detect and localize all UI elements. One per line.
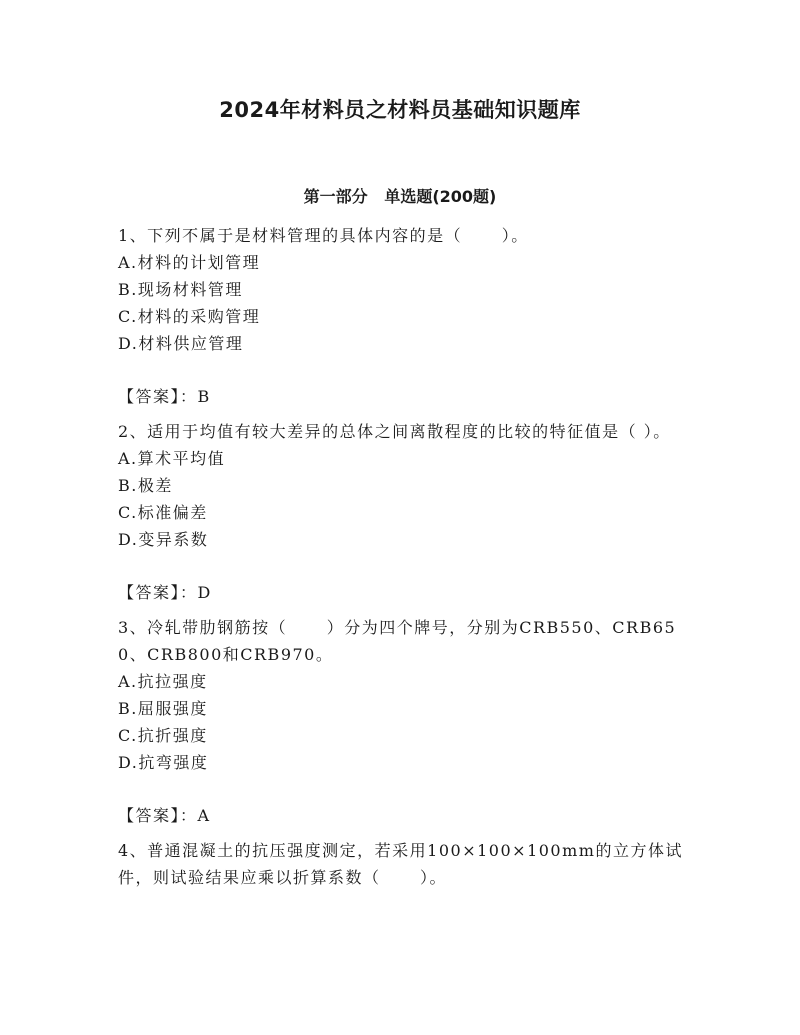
answer-label: 【答案】：: [118, 806, 198, 825]
option-d: D.抗弯强度: [118, 753, 209, 772]
section-title: 第一部分 单选题(200题): [303, 187, 497, 206]
answer-value: D: [197, 583, 212, 602]
option-d: D.变异系数: [118, 530, 209, 549]
option-c: C.标准偏差: [118, 503, 208, 522]
question-stem: 3、冷轧带肋钢筋按（ ）分为四个牌号，分别为CRB550、CRB650、CRB800和CRB970。: [118, 618, 677, 664]
question-1: [118, 222, 688, 410]
option-c: C.抗折强度: [118, 726, 208, 745]
question-list: [118, 222, 688, 899]
option-b: B.屈服强度: [118, 699, 208, 718]
question-2: [118, 418, 688, 606]
answer-line: [118, 579, 688, 606]
question-stem: 4、普通混凝土的抗压强度测定，若采用100×100×100mm的立方体试件，则试验结果应乘以折算系数（ ）。: [118, 841, 683, 887]
answer-value: A: [197, 806, 211, 825]
answer-label: 【答案】：: [118, 387, 198, 406]
answer-value: B: [197, 387, 211, 406]
document-title: 2024年材料员之材料员基础知识题库: [219, 98, 581, 122]
option-b: B.现场材料管理: [118, 280, 243, 299]
option-c: C.材料的采购管理: [118, 307, 261, 326]
question-stem: 2、适用于均值有较大差异的总体之间离散程度的比较的特征值是（ ）。: [118, 422, 671, 441]
option-a: A.材料的计划管理: [118, 253, 261, 272]
question-3: [118, 614, 688, 829]
answer-line: [118, 383, 688, 410]
answer-label: 【答案】：: [118, 583, 198, 602]
question-4: [118, 837, 688, 891]
question-stem: 1、下列不属于是材料管理的具体内容的是（ ）。: [118, 226, 529, 245]
option-b: B.极差: [118, 476, 173, 495]
option-a: A.抗拉强度: [118, 672, 208, 691]
answer-line: [118, 802, 688, 829]
option-d: D.材料供应管理: [118, 334, 244, 353]
option-a: A.算术平均值: [118, 449, 226, 468]
